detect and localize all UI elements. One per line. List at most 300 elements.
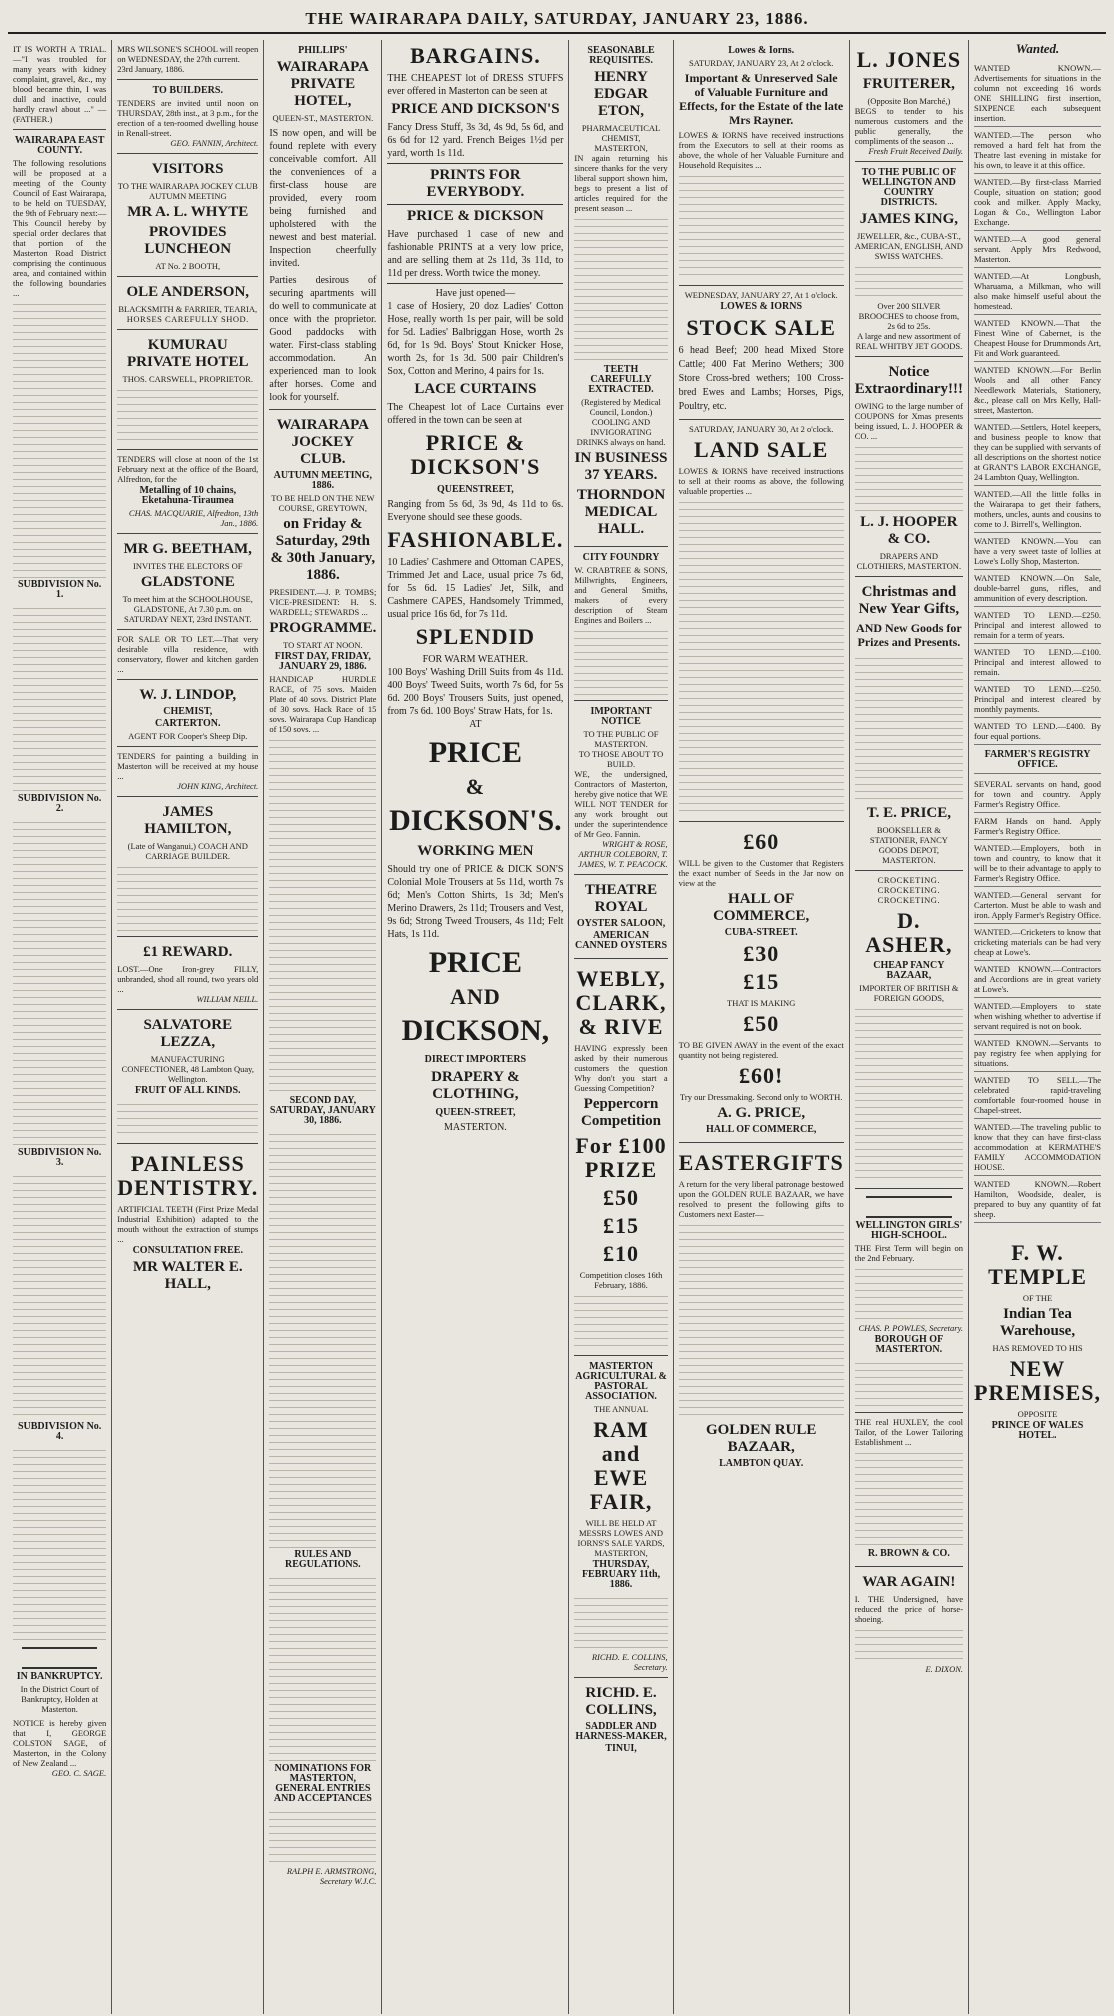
easter-ad [679,1143,844,1476]
subdivision-4-text [13,1444,106,1644]
wanted-heading: Wanted. [1015,41,1060,56]
fair-ad [574,1356,667,1678]
king-text [855,261,963,301]
autumn-meeting: AUTUMN MEETING, 1886. [273,470,373,491]
subdivision-3-text [13,1170,106,1420]
hotel-text [117,384,258,444]
prize-100: For £100 PRIZE [575,1133,667,1182]
prize-60: £60 [743,829,780,854]
drapers: DRAPERS AND CLOTHIERS, MASTERTON. [856,551,962,571]
foundry-text: W. CRABTREE & SONS, Millwrights, Engineers, and General Smiths, makers of every description of Steam Engines and Boilers ... [574,565,668,625]
pharmaceutical: PHARMACEUTICAL CHEMIST, MASTERTON, [581,123,661,153]
nominations: NOMINATIONS FOR MASTERTON, GENERAL ENTRIES AND ACCEPTANCES [273,1763,372,1804]
agricultural: MASTERTON AGRICULTURAL & PASTORAL ASSOCIATION. [575,1361,667,1402]
sale-let-text: FOR SALE OR TO LET.—That very desirable villa residence, with conservatory, flower and kitchen garden ... [117,634,259,674]
wanted-item: WANTED TO LEND.—£100. Principal and interest allowed to remain. [974,644,1101,681]
school-text: MRS WILSONE'S SCHOOL will reopen on WEDNESDAY, the 27th current. [117,44,259,64]
collins-name: RICHD. E. COLLINS, [585,1685,657,1718]
reward-text: LOST.—One Iron-grey FILLY, unbranded, shod all round, two years old ... [117,964,259,994]
lindop-ad [117,680,258,747]
wanted-item: WANTED.—At Longbush, Wharuama, a Milkman, who will also make himself useful about the homestead. [974,268,1101,315]
splendid: SPLENDID [415,624,536,649]
hall-commerce: HALL OF COMMERCE, [713,891,810,924]
consultation-free: CONSULTATION FREE. [132,1245,243,1256]
hamilton-text [117,861,258,931]
ampersand: & [465,774,486,799]
war-again: WAR AGAIN! [862,1574,956,1590]
dixon: E. DIXON. [925,1664,964,1674]
te-price: T. E. PRICE, [866,805,952,821]
bankruptcy-text: NOTICE is hereby given that I, GEORGE COLSTON SAGE, of Masterton, in the Colony of New Zealand ... [13,1718,107,1768]
price-dicksons: PRICE & DICKSON'S [410,430,541,479]
races: HANDICAP HURDLE RACE, of 75 sovs. Maiden Plate of 40 sovs. District Plate of 30 sovs. Hack Race of 15 sovs. Wairarapa Cup Handicap of 150 sovs. ... [269,674,377,734]
county-text-lines [13,298,106,578]
prints-heading: PRINTS FOR EVERYBODY. [426,167,525,200]
fruiterer: FRUITERER, [862,76,955,92]
theatre-royal: THEATRE ROYAL [584,882,658,915]
eastergifts: EASTERGIFTS [678,1150,844,1175]
ram-ewe-fair: RAM and EWE FAIR, [589,1417,653,1514]
bargains-text: THE CHEAPEST lot of DRESS STUFFS ever offered in Masterton can be seen at [387,73,564,97]
jockey-signature: RALPH E. ARMSTRONG, Secretary W.J.C. [286,1866,377,1886]
wanted-item: WANTED TO LEND.—£400. By four equal portions. [974,718,1101,745]
eton-ad [574,40,667,547]
temple-name: F. W. TEMPLE [988,1240,1087,1289]
eton-text: IN again returning his sincere thanks for the very liberal support shown him, begs to present a list of articles required for the present season ... [574,153,668,213]
coupons-text: OWING to the large number of COUPONS for Xmas presents being issued, L. J. HOOPER & CO. ... [854,401,964,441]
wanted-item: WANTED TO LEND.—£250. Principal and interest allowed to remain for a term of years. [974,607,1101,644]
lowes-iorns-header: Lowes & Iorns. [728,45,795,56]
fancy-dress: Fancy Dress Stuff, 3s 3d, 4s 9d, 5s 6d, and 6s 6d for 12 yard. French Beiges 1½d per yard, worth 1s 11d. [387,122,564,159]
fashionable: FASHIONABLE. [387,527,564,552]
school-ornament [866,1196,953,1218]
wanted-item: WANTED.—Employers to state when wishing whether to advertise if servant required is not on book. [974,998,1101,1035]
dentistry-ad [117,1144,258,1301]
to-public: TO THE PUBLIC OF MASTERTON. [583,729,659,749]
private-hotel-ad [269,40,376,410]
builders-head: TO BUILDERS. [152,85,223,96]
prize-15b: £15 [743,969,780,994]
painless-dentistry: PAINLESS DENTISTRY. [117,1151,259,1200]
collins-ad [574,1678,667,1761]
subdivision-3: SUBDIVISION No. 3. [17,1147,102,1168]
webly-clark-rive: WEBLY, CLARK, & RIVE [575,966,667,1039]
first-day-races [269,734,376,1094]
suits: 100 Boys' Washing Drill Suits from 4s 11d. 400 Boys' Tweed Suits, worth 7s 6d, for 5s 6d. 200 Boys' Trousers Suits, just opened, from 7s 6d. 100 Boys' Straw Hats, for 1s. [387,667,564,717]
lowes-iorns: LOWES & IORNS [720,301,803,312]
column-7 [850,40,969,2014]
prize-60b: £60! [739,1063,784,1088]
chemist: CHEMIST, [163,706,213,717]
lezza-text [117,1098,258,1138]
war-more [855,1624,963,1664]
christmas-gifts: Christmas and New Year Gifts, [858,584,960,617]
war-ad [855,1567,963,1679]
king-name: JAMES KING, [859,211,959,227]
booth: AT No. 2 BOOTH, [155,261,221,271]
land-sale-heading: LAND SALE [694,437,829,462]
whyte-name: MR A. L. WHYTE [127,204,249,220]
anderson-name: OLE ANDERSON, [126,284,250,300]
asher-ad [855,871,963,1189]
second-day: SECOND DAY, SATURDAY, JANUARY 30, 1886. [269,1095,376,1126]
subdivision-2-text [13,816,106,1146]
reward-heading: £1 REWARD. [143,944,233,960]
meeting-dates: on Friday & Saturday, 29th & 30th January, 1886. [270,516,376,583]
gifts-text [855,652,963,802]
rules: RULES AND REGULATIONS. [285,1549,361,1570]
hamilton-name: JAMES HAMILTON, [144,804,232,837]
registered: (Registered by Medical Council, London.) [581,397,661,417]
bookseller: BOOKSELLER & STATIONER, FANCY GOODS DEPOT, MASTERTON. [869,825,948,865]
huxley-more [855,1447,963,1547]
programme: PROGRAMME. [269,620,377,636]
term-text: THE First Term will begin on the 2nd February. [854,1243,964,1263]
jockey-club-ad [269,410,376,1891]
hotel-name: KUMURAU PRIVATE HOTEL [126,337,249,370]
painting-signature: JOHN KING, Architect. [177,781,259,791]
reward-signature: WILLIAM NEILL. [196,994,259,1004]
wanted-item: WANTED.—Cricketers to know that cricketing materials can be had very cheap at Lowe's. [974,924,1101,961]
builders-signature: GEO. FANNIN, Architect. [170,138,259,148]
reward-ad [117,937,258,1010]
fruit-heading: FRUIT OF ALL KINDS. [134,1085,241,1096]
teeth-extracted: TEETH CAREFULLY EXTRACTED. [588,364,654,395]
bankruptcy-title: IN BANKRUPTCY. [16,1671,103,1682]
wanted-list [974,60,1101,1223]
jones-name: L. JONES [856,47,962,72]
powles: CHAS. P. POWLES, Secretary. [858,1323,964,1333]
wanted-item: WANTED.—Settlers, Hotel keepers, and business people to know that they can be supplied with servants of all descriptions on the shortest notice at GRANT'S LABOR EXCHANGE, 24 Lambton Quay, Wellington. [974,419,1101,486]
bankruptcy-signature: GEO. C. SAGE. [51,1768,107,1778]
wanted-item: FARM Hands on hand. Apply Farmer's Registry Office. [974,813,1101,840]
visitors-sub: TO THE WAIRARAPA JOCKEY CLUB AUTUMN MEETING [117,181,258,201]
fair-location: WILL BE HELD AT MESSRS LOWES AND IORNS'S SALE YARDS, MASTERTON, [577,1518,665,1558]
that-is-making: THAT IS MAKING [727,998,796,1008]
cuba-street: CUBA-STREET. [724,927,798,938]
column-5 [569,40,673,2014]
wanted-item: WANTED.—All the little folks in the Wairarapa to get their fathers, mothers, uncles, aunts and cousins to come to J. Birrell's, Wellington. [974,486,1101,533]
drapery-clothing: DRAPERY & CLOTHING, [431,1069,520,1102]
sale-date: SATURDAY, JANUARY 23, At 2 o'clock. [689,58,834,68]
wanted-item: WANTED.—General servant for Carterton. Must be able to wash and iron. Apply Farmer's Registry Office. [974,887,1101,924]
dentistry-text: ARTIFICIAL TEETH (First Prize Medal Industrial Exhibition) adapted to the mouth without the extraction of stumps ... [117,1204,259,1244]
wanted-item: WANTED TO LEND.—£250. Principal and interest cleared by monthly payments. [974,681,1101,718]
painting-text: TENDERS for painting a building in Masterton will be received at my house ... [117,751,259,781]
annual: THE ANNUAL [593,1404,649,1414]
lindop-name: W. J. LINDOP, [139,687,237,703]
watches: AMERICAN, ENGLISH, AND SWISS WATCHES. [854,241,963,261]
hooper-ad [855,357,963,577]
opposite: (Opposite Bon Marché,) [867,96,951,106]
sale-text: LOWES & IORNS have received instructions from the Executors to sell at their rooms as above, the whole of her Valuable Furniture and Household Requisites ... [678,130,844,170]
webly-ad [574,959,667,1356]
queenstreet: QUEENSTREET, [437,484,514,495]
fair-secretary: RICHD. E. COLLINS, Secretary. [591,1652,668,1672]
hamilton-sub: (Late of Wanganui,) COACH AND CARRIAGE BUILDER. [127,841,248,861]
prize-50b: £50 [743,1011,780,1036]
masterton: MASTERTON. [443,1122,507,1133]
price-big: PRICE [428,736,523,769]
stock-sale [679,286,844,420]
indian-tea: Indian Tea Warehouse, [999,1306,1076,1339]
column-1 [8,40,112,2014]
column-6 [674,40,850,2014]
wanted-item: WANTED KNOWN.—Servants to pay registry fee when applying for situations. [974,1035,1101,1072]
wanted-item: SEVERAL servants on hand, good for town and country. Apply Farmer's Registry Office. [974,776,1101,813]
bargains-heading: BARGAINS. [410,43,541,68]
notice-extraordinary: Notice Extraordinary!!! [854,364,964,397]
cheap-fancy: CHEAP FANCY BAZAAR, [873,960,945,981]
wanted-item: WANTED.—Employers, both in town and country, to know that it will be to their advantage to apply to Farmer's Registry Office. [974,840,1101,887]
crocketing: CROCKETING. CROCKETING. CROCKETING. [877,875,941,905]
jones-ad [855,40,963,162]
war-text: I. THE Undersigned, have reduced the price of horse-shoeing. [854,1594,964,1624]
girls-school-ad [855,1189,963,1413]
column-2 [112,40,264,2014]
rayner-sale [679,40,844,286]
brown-co: R. BROWN & CO. [867,1548,950,1559]
wanted-item: WANTED KNOWN.—On Sale, double-barrel guns, rifles, and ammunition of every description. [974,570,1101,607]
luncheon-ad [117,154,258,277]
school-text [855,1263,963,1323]
column-3 [264,40,382,2014]
price-dickson-1: PRICE AND DICKSON'S [391,101,560,117]
commerce-ad [679,822,844,1143]
lace-text: The Cheapest lot of Lace Curtains ever offered in the town can be seen at [387,402,564,426]
prints-text: Have purchased 1 case of new and fashionable PRINTS at a very low price, and are selling them at 2s 11d, 3s 11d, to 11d per dress. Worth twice the money. [387,229,564,279]
peppercorn: Peppercorn Competition [581,1096,662,1129]
fresh-fruit: Fresh Fruit Received Daily. [868,146,964,156]
cooling-drinks: COOLING AND INVIGORATING DRINKS always on hand. [576,417,666,447]
prize-30: £30 [743,941,780,966]
easter-text: A return for the very liberal patronage bestowed upon the GOLDEN RULE BAZAAR, we have resolved to present the following gifts to Customers next Easter— [678,1179,844,1219]
school-notice [117,40,258,80]
intro-notice: IT IS WORTH A TRIAL.—"I was troubled for many years with kidney complaint, gravel, &c., my blood became thin, I was dull and inactive, could hardly crawl about ..." — (FATHER.) [13,40,106,130]
of-the: OF THE [1022,1293,1053,1303]
prince-wales: PRINCE OF WALES HOTEL. [991,1420,1084,1441]
anderson-ad [117,277,258,330]
eton-list [574,213,667,363]
wanted-item: WANTED.—A good general servant. Apply Mrs Redwood, Masterton. [974,231,1101,268]
tinui: TINUI, [605,1743,637,1754]
land-sale [679,420,844,822]
wanted-item: WANTED.—By first-class Married Couple, situation on station; good cook and milker. Apply Macky, Logan & Co., Wellington Labor Exchange. [974,174,1101,231]
start-time: TO START AT NOON. [283,640,363,650]
business-years: IN BUSINESS 37 YEARS. [574,450,668,483]
commerce-sub: HALL OF COMMERCE, [705,1124,817,1135]
sheep-dip-agent: AGENT FOR Cooper's Sheep Dip. [128,731,248,741]
opposite-label: OPPOSITE [1017,1409,1058,1419]
queen-street: QUEEN-STREET, [435,1107,516,1118]
meet-text: To meet him at the SCHOOLHOUSE, GLADSTONE, At 7.30 p.m. on SATURDAY NEXT, 23rd INSTANT. [122,594,253,624]
wednesday-date: WEDNESDAY, JANUARY 27, At 1 o'clock. [684,290,838,300]
tender-text: TENDERS will close at noon of the 1st February next at the office of the Board, Alfredton, for the [117,454,259,484]
removed: HAS REMOVED TO HIS [992,1343,1083,1353]
wanted-item: FARMER'S REGISTRY OFFICE. [974,747,1101,774]
foundry-ad [574,547,667,701]
private-hotel-name: WAIRARAPA PRIVATE HOTEL, [276,59,369,109]
wanted-item: WANTED KNOWN.—You can have a very sweet taste of lollies at Lowe's Lolly Shop, Masterton. [974,533,1101,570]
just-opened: Have just opened— [435,288,516,299]
masthead: THE WAIRARAPA DAILY, SATURDAY, JANUARY 23, 1886. [8,6,1106,34]
at: AT [469,719,482,730]
capes: 10 Ladies' Cashmere and Ottoman CAPES, Trimmed Jet and Lace, usual price 7s 6d, for 5s 6d. 15 Ladies' Jet, Silk, and Cashmere CAPES, Handsomely Trimmed, usual price 16s 6d, for 7s 11d. [387,557,564,620]
second-day-races [269,1128,376,1548]
direct-importers: DIRECT IMPORTERS [424,1054,527,1065]
county-body: The following resolutions will be proposed at a meeting of the County Council of East Wairarapa, to be held on TUESDAY, the 9th of February next:— This Council hereby by special order declares that that portion of the Masterton Road District comprising the continuous area, and contained within the following boundaries ... [13,158,107,298]
hotel-ad [117,330,258,450]
and-big: AND [450,984,501,1009]
beetham-ad [117,534,258,630]
school-date: 23rd January, 1886. [117,64,185,74]
king-ad [855,162,963,357]
tender-signature: CHAS. MACQUARIE, Alfredton, 13th Jan., 1886. [128,508,259,528]
royal-arms-ornament [22,1647,97,1669]
subdivision-4: SUBDIVISION No. 4. [17,1421,102,1442]
borough: BOROUGH OF MASTERTON. [874,1334,944,1355]
wanted-item: WANTED KNOWN.—Contractors and Accordions are in great variety at Lowe's. [974,961,1101,998]
sale-items [679,170,844,280]
subdivision-1: SUBDIVISION No. 1. [17,579,102,600]
nominations-text [269,1806,376,1866]
hotel-description: IS now open, and will be found replete with every conceivable comfort. All the conveniences of a first-class house are provided, every room being furnished and upholstered with the newest and best material. Inspection cheerfully invited. [269,128,377,269]
foundry-more [574,625,667,695]
lezza-sub: MANUFACTURING CONFECTIONER, 48 Lambton Quay, Wellington. [121,1054,254,1084]
hamilton-ad [117,797,258,937]
seasonable: SEASONABLE REQUISITES. [587,45,655,66]
to-intend: TO THOSE ABOUT TO BUILD. [578,749,664,769]
hosiery: 1 case of Hosiery, 20 doz Ladies' Cotton Hose, really worth 1s per pair, will be sold for 5d. Ladies' Balbriggan Hose, worth 2s 6d, for 1s 9d. Boys' Stout Knicker Hose, worth 2s, for 1s 3d. 500 pair Children's Sox, Cotton and Merino, 4 pairs for 1s. [387,301,564,377]
beetham-name: MR G. BEETHAM, [123,541,252,557]
huxley-ad [855,1413,963,1567]
visitors-heading: VISITORS [152,161,224,177]
hall-name: MR WALTER E. HALL, [132,1259,243,1292]
jet-goods: A large and new assortment of REAL WHITBY JET GOODS. [855,331,963,351]
try-dressmaking: Try our Dressmaking. Second only to WORTH. [679,1092,843,1102]
dicksons-big: DICKSON'S. [389,804,562,837]
fair-date: THURSDAY, FEBRUARY 11th, 1886. [581,1559,661,1590]
beetham-text: INVITES THE ELECTORS OF [133,561,243,571]
brooches: Over 200 SILVER BROOCHES to choose from, 2s 6d to 25s. [858,301,960,331]
important-notice [574,701,667,875]
working-text: Should try one of PRICE & DICK SON'S Colonial Mole Trousers at 5s 11d, worth 7s 6d; Men's Cotton Shirts, 1s 3d; Men's Merino Drawers, 2s 11d; Trousers and Vest, 9s 6d; Strong Tweed Trousers, 4s 11d; Felt Hats, 1s 11d. [387,864,564,940]
important-sale: Important & Unreserved Sale of Valuable Furniture and Effects, for the Estate of the late Mrs Rayner. [679,71,844,127]
competition-closes: Competition closes 16th February, 1886. [579,1270,663,1290]
stock-sale-heading: STOCK SALE [686,315,836,340]
wanted-item: WANTED TO SELL.—The celebrated rapid-traveling comfortable four-roomed house in Chapel-street. [974,1072,1101,1119]
builders-notice [117,80,258,154]
price-name: A. G. PRICE, [717,1105,806,1121]
eton-name: HENRY EDGAR ETON, [593,69,649,119]
give-away: TO BE GIVEN AWAY in the event of the exact quantity not being registered. [678,1040,844,1060]
saturday-date: SATURDAY, JANUARY 30, At 2 o'clock. [689,424,834,434]
subdivision-2: SUBDIVISION No. 2. [17,793,102,814]
oyster-ad [574,875,667,959]
metalling-heading: Metalling of 10 chains, Eketahuna-Tiraumea [139,485,237,506]
hotel-location: QUEEN-ST., MASTERTON. [272,113,374,123]
anderson-sub: BLACKSMITH & FARRIER, TEARIA, [118,304,258,314]
dickson-big: DICKSON, [401,1014,550,1047]
subdivision-1-text [13,602,106,792]
new-goods: AND New Goods for Prizes and Presents. [856,621,962,649]
girls-school: WELLINGTON GIRLS' HIGH-SCHOOL. [855,1220,963,1241]
warm-weather: FOR WARM WEATHER. [422,654,529,665]
borough-text [855,1357,963,1407]
land-text: LOWES & IORNS have received instructions to sell at their rooms as above, the following valuable properties ... [678,466,844,496]
sale-let-ad [117,630,258,680]
working-men: WORKING MEN [417,843,534,859]
thorndon-hall: THORNDON MEDICAL HALL. [576,487,666,537]
jones-text: BEGS to tender to his numerous customers and the public generally, the compliments of the season ... [854,106,964,146]
prize-10: £10 [603,1241,640,1266]
american-oysters: AMERICAN CANNED OYSTERS [575,930,668,951]
new-premises: NEW PREMISES, [974,1356,1102,1405]
lezza-ad [117,1010,258,1144]
price-dickson-2: PRICE & DICKSON [407,208,544,224]
oyster-saloon: OYSTER SALOON, [576,918,666,929]
column-4 [382,40,569,2014]
asher-name: D. ASHER, [865,908,953,957]
column-8 [969,40,1106,2014]
wanted-item: WANTED KNOWN.—Robert Hamilton, Woodside, dealer, is prepared to buy any quantity of fat sheep. [974,1176,1101,1223]
course: TO BE HELD ON THE NEW COURSE, GREYTOWN, [271,493,375,513]
asher-text [855,1003,963,1183]
coupons-more [855,441,963,511]
gifts-ad [855,577,963,871]
phillips: PHILLIPS' [298,45,348,56]
land-lots [679,496,844,816]
wanted-item: WANTED KNOWN.—That the Finest Wine of Cabernet, is the Cheapest House for Drummonds Art, Fit and Work guaranteed. [974,315,1101,362]
saddler: SADDLER AND HARNESS-MAKER, [575,1721,667,1742]
stock-items: 6 head Beef; 200 head Mixed Store Cattle; 400 Fat Merino Wethers; 300 Store Cross-bred wethers; 100 Cross-bred Ewes and Lambs; Horses, Pigs, Poultry, etc. [678,345,844,412]
officers: PRESIDENT.—J. P. TOMBS; VICE-PRESIDENT: H. S. WARDELL; STEWARDS ... [269,587,377,617]
huxley-text: THE real HUXLEY, the cool Tailor, of the Lower Tailoring Establishment ... [854,1417,964,1447]
rules-text [269,1572,376,1762]
painting-tender [117,747,258,797]
wanted-item: WANTED.—The traveling public to know that they can have first-class accommodation at KERMATHE'S FAMILY ACCOMMODATION HOUSE. [974,1119,1101,1176]
city-foundry: CITY FOUNDRY [582,552,660,563]
price-big-2: PRICE [428,946,523,979]
gladstone-heading: GLADSTONE [140,574,235,590]
range-text: Ranging from 5s 6d, 3s 9d, 4s 11d to 6s. Everyone should see these goods. [387,499,564,523]
lace-curtains: LACE CURTAINS [414,381,537,397]
prize-15: £15 [603,1213,640,1238]
easter-gifts-list [679,1219,844,1419]
horses-shod: HORSES CAREFULLY SHOD. [126,314,249,324]
wanted-item: WANTED KNOWN.—Advertisements for situations in the column not exceeding 16 words ONE SHILLING first insertion, SIXPENCE each subsequent insertion. [974,60,1101,127]
webly-more [574,1290,667,1350]
luncheon-heading: PROVIDES LUNCHEON [144,224,232,257]
lambton-quay: LAMBTON QUAY. [719,1458,804,1469]
jeweller: JEWELLER, &c., CUBA-ST., [856,231,961,241]
wanted-item: WANTED.—The person who removed a hard felt hat from the Theatre last evening in mistake for his own, to leave it at this office. [974,127,1101,174]
build-text: WE, the undersigned, Contractors of Masterton, hereby give notice that WE WILL NOT TENDER for any work brought out under the superintendence of Mr Geo. Fannin. [574,769,668,839]
hotel-proprietor: THOS. CARSWELL, PROPRIETOR. [122,374,253,384]
wanted-item: WANTED KNOWN.—For Berlin Wools and all other Fancy Needlework Materials, Stationery, &c., please call on Mrs Kelly, Hall-street, Masterton. [974,362,1101,419]
fair-text [574,1592,667,1652]
hooper-name: L. J. HOOPER & CO. [860,514,958,547]
lezza-name: SALVATORE LEZZA, [143,1017,233,1050]
columns [8,40,1106,2014]
hotel-more: Parties desirous of securing apartments will do well to communicate at once with the proprietor. Good paddocks with water. First-class stabling accommodation. An experienced man to look after horses. Come and look for yourself. [269,275,377,403]
bankruptcy-court: In the District Court of Bankruptcy, Holden at Masterton. [20,1684,99,1714]
temple-ad [974,1233,1101,1448]
builders-list: WRIGHT & ROSE, ARTHUR COLEBORN, T. JAMES, W. T. PEACOCK. [578,839,668,869]
golden-rule: GOLDEN RULE BAZAAR, [705,1422,817,1455]
king-to-public: TO THE PUBLIC OF WELLINGTON AND COUNTRY DISTRICTS. [861,167,957,208]
metalling-tender [117,450,258,534]
